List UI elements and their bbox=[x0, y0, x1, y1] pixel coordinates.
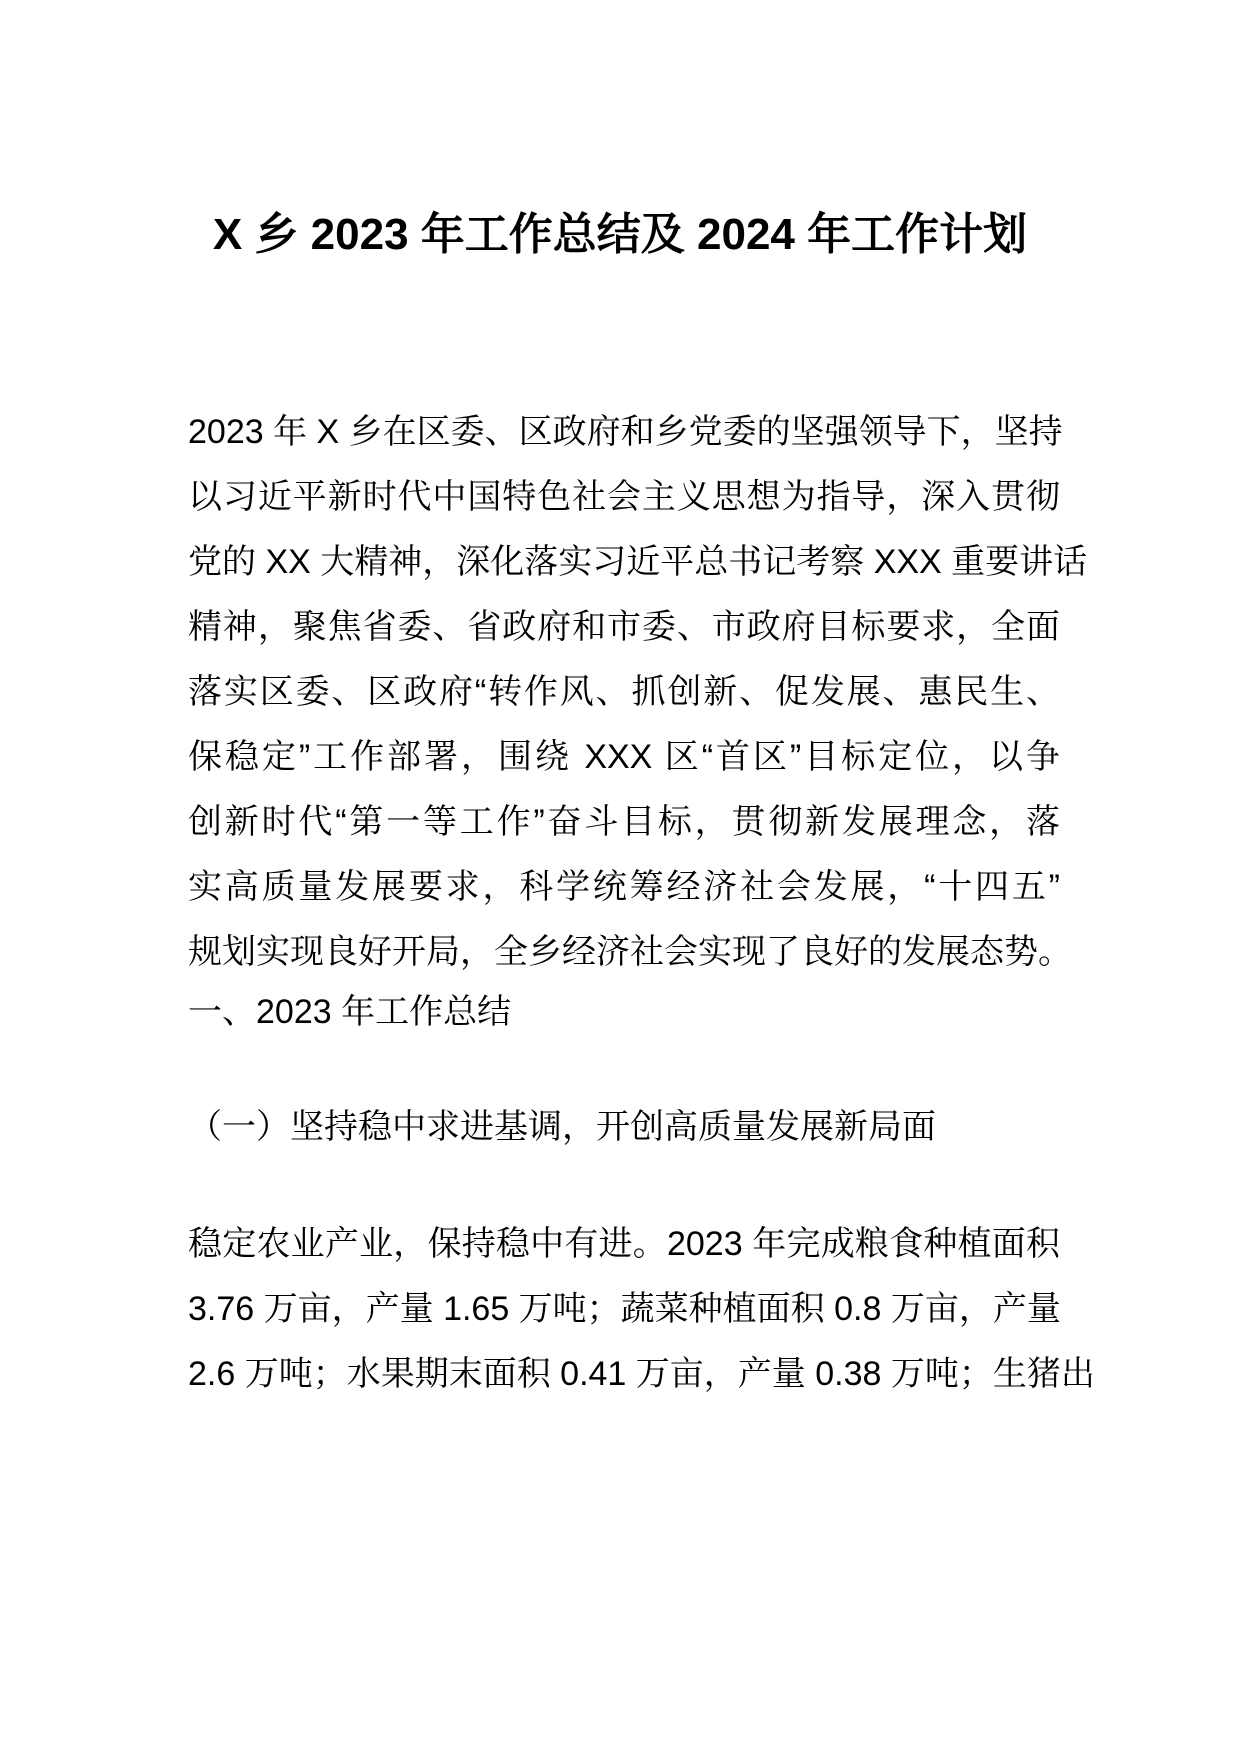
paragraph-line: 保稳定”工作部署，围绕 XXX 区“首区”目标定位，以争 bbox=[188, 738, 1060, 776]
paragraph-line: 3.76 万亩，产量 1.65 万吨；蔬菜种植面积 0.8 万亩，产量 bbox=[188, 1290, 1061, 1328]
paragraph-line: 精神，聚焦省委、省政府和市委、市政府目标要求，全面 bbox=[188, 608, 1060, 646]
section-heading: 一、2023 年工作总结 bbox=[188, 993, 512, 1031]
paragraph-line: 稳定农业产业，保持稳中有进。2023 年完成粮食种植面积 bbox=[188, 1225, 1060, 1263]
document-title: X 乡 2023 年工作总结及 2024 年工作计划 bbox=[212, 210, 1028, 259]
paragraph-line: 2023 年 X 乡在区委、区政府和乡党委的坚强领导下，坚持 bbox=[188, 413, 1063, 451]
paragraph-line: 党的 XX 大精神，深化落实习近平总书记考察 XXX 重要讲话 bbox=[188, 543, 1088, 581]
paragraph-line: 规划实现良好开局，全乡经济社会实现了良好的发展态势。 bbox=[188, 933, 1072, 971]
paragraph-line: 落实区委、区政府“转作风、抓创新、促发展、惠民生、 bbox=[188, 673, 1060, 711]
subsection-heading: （一）坚持稳中求进基调，开创高质量发展新局面 bbox=[188, 1108, 936, 1146]
body-paragraph bbox=[188, 1212, 1095, 1407]
paragraph-line: 实高质量发展要求，科学统筹经济社会发展，“十四五” bbox=[188, 868, 1060, 906]
paragraph-line: 以习近平新时代中国特色社会主义思想为指导，深入贯彻 bbox=[188, 478, 1060, 516]
paragraph-line: 创新时代“第一等工作”奋斗目标，贯彻新发展理念，落 bbox=[188, 803, 1060, 841]
paragraph-line: 2.6 万吨；水果期末面积 0.41 万亩，产量 0.38 万吨；生猪出 bbox=[188, 1355, 1095, 1393]
intro-paragraph bbox=[188, 400, 1088, 985]
